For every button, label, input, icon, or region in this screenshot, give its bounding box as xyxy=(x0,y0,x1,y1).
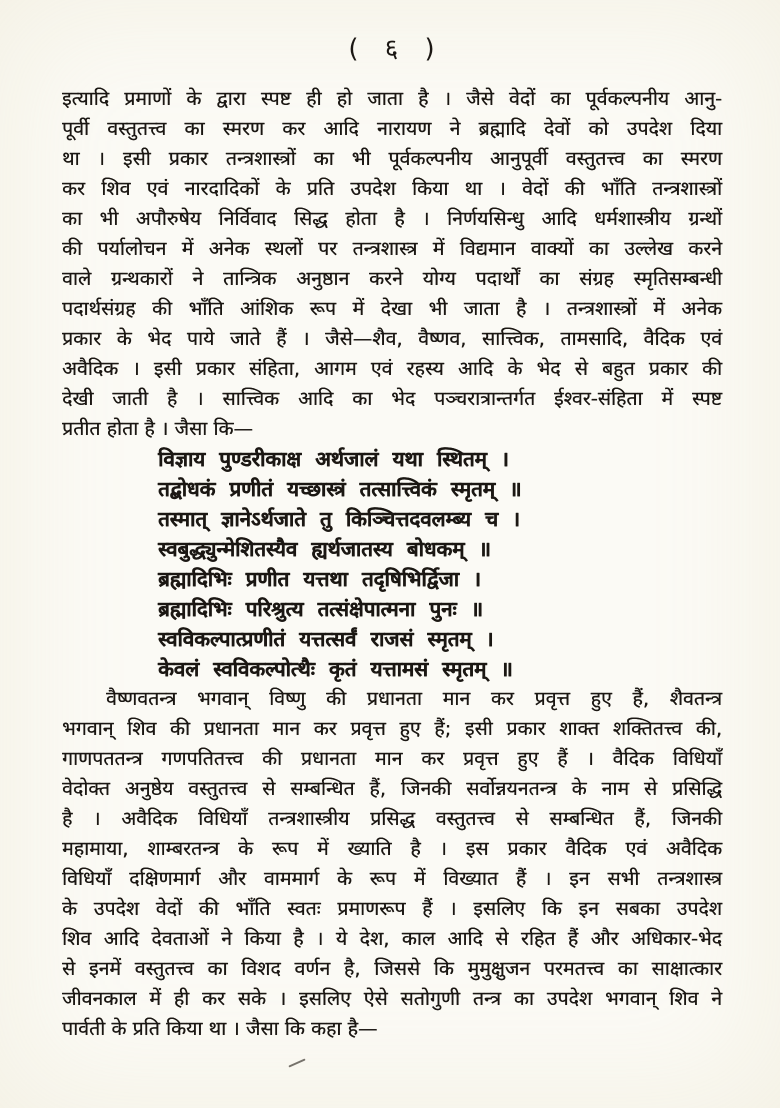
text-line: विधियाँ दक्षिणमार्ग और वाममार्ग के रूप में विख्यात हैं । इन सभी तन्त्रशास्त्र xyxy=(62,867,722,890)
text-line: था । इसी प्रकार तन्त्रशास्त्रों का भी पूर्वकल्पनीय आनुपूर्वी वस्तुतत्त्व का स्मरण xyxy=(62,147,722,170)
sanskrit-verse-block xyxy=(62,444,722,684)
text-line: प्रतीत होता है । जैसा कि— xyxy=(62,417,253,440)
text-line: जीवनकाल में ही कर सके । इसलिए ऐसे सतोगुणी तन्त्र का उपदेश भगवान् शिव ने xyxy=(62,987,722,1010)
verse-line: केवलं स्वविकल्पोत्थैः कृतं यत्तामसं स्मृतम् ॥ xyxy=(158,657,513,681)
text-line: प्रकार के भेद पाये जाते हैं । जैसे—शैव, वैष्णव, सात्त्विक, तामसादि, वैदिक एवं xyxy=(62,327,722,350)
verse-line: ब्रह्मादिभिः परिश्रुत्य तत्संक्षेपात्मना पुनः ॥ xyxy=(158,597,483,621)
text-line: गाणपततन्त्र गणपतितत्त्व की प्रधानता मान कर प्रवृत्त हुए हैं । वैदिक विधियाँ xyxy=(62,747,722,770)
verse-line: स्वविकल्पात्प्रणीतं यत्तत्सर्वं राजसं स्मृतम् । xyxy=(158,627,494,651)
text-line: है । अवैदिक विधियाँ तन्त्रशास्त्रीय प्रसिद्ध वस्तुतत्त्व से सम्बन्धित हैं, जिनकी xyxy=(62,807,722,830)
paragraph-2 xyxy=(62,684,722,1044)
text-line: पार्वती के प्रति किया था । जैसा कि कहा है— xyxy=(62,1017,378,1040)
text-line: पदार्थसंग्रह की भाँति आंशिक रूप में देखा भी जाता है । तन्त्रशास्त्रों में अनेक xyxy=(62,297,722,320)
verse-line: स्वबुद्ध्युन्मेशितस्यैव ह्यर्थजातस्य बोधकम् ॥ xyxy=(158,537,491,561)
text-line: पूर्वी वस्तुतत्त्व का स्मरण कर आदि नारायण ने ब्रह्मादि देवों को उपदेश दिया xyxy=(62,117,722,140)
text-line: भगवान् शिव की प्रधानता मान कर प्रवृत्त हुए हैं; इसी प्रकार शाक्त शक्तितत्त्व की, xyxy=(62,717,722,740)
text-line: कर शिव एवं नारदादिकों के प्रति उपदेश किया था । वेदों की भाँति तन्त्रशास्त्रों xyxy=(62,177,722,200)
verse-line: ब्रह्मादिभिः प्रणीत यत्तथा तदृषिभिर्द्विजा । xyxy=(158,567,481,591)
text-line: शिव आदि देवताओं ने किया है । ये देश, काल आदि से रहित हैं और अधिकार-भेद xyxy=(62,927,722,950)
text-line: की पर्यालोचन में अनेक स्थलों पर तन्त्रशास्त्र में विद्यमान वाक्यों का उल्लेख करने xyxy=(62,237,722,260)
text-line: देखी जाती है । सात्त्विक आदि का भेद पञ्चरात्रान्तर्गत ईश्वर-संहिता में स्पष्ट xyxy=(62,387,722,410)
text-line: का भी अपौरुषेय निर्विवाद सिद्ध होता है । निर्णयसिन्धु आदि धर्मशास्त्रीय ग्रन्थों xyxy=(62,207,722,230)
text-line: वेदोक्त अनुष्ठेय वस्तुतत्त्व से सम्बन्धित हैं, जिनकी सर्वोन्नयनतन्त्र के नाम से प्रसिद्धि xyxy=(62,777,722,800)
verse-line: तस्मात् ज्ञानेऽर्थजाते तु किञ्चित्तदवलम्ब्य च । xyxy=(158,507,520,531)
text-line: इत्यादि प्रमाणों के द्वारा स्पष्ट ही हो जाता है । जैसे वेदों का पूर्वकल्पनीय आनु- xyxy=(62,87,722,110)
verse-line: तद्बोधकं प्रणीतं यच्छास्त्रं तत्सात्त्विकं स्मृतम् ॥ xyxy=(158,477,522,501)
text-line: वैष्णवतन्त्र भगवान् विष्णु की प्रधानता मान कर प्रवृत्त हुए हैं, शैवतन्त्र xyxy=(106,687,722,710)
text-line: के उपदेश वेदों की भाँति स्वतः प्रमाणरूप हैं । इसलिए कि इन सबका उपदेश xyxy=(62,897,722,920)
text-line: से इनमें वस्तुतत्त्व का विशद वर्णन है, जिससे कि मुमुक्षुजन परमतत्त्व का साक्षात्कार xyxy=(62,957,722,980)
text-line: वाले ग्रन्थकारों ने तान्त्रिक अनुष्ठान करने योग्य पदार्थों का संग्रह स्मृतिसम्बन्धी xyxy=(62,267,722,290)
text-line: अवैदिक । इसी प्रकार संहिता, आगम एवं रहस्य आदि के भेद से बहुत प्रकार की xyxy=(62,357,722,380)
paragraph-1 xyxy=(62,84,722,444)
verse-line: विज्ञाय पुण्डरीकाक्ष अर्थजालं यथा स्थितम् । xyxy=(158,447,509,471)
text-line: महामाया, शाम्बरतन्त्र के रूप में ख्याति है । इस प्रकार वैदिक एवं अवैदिक xyxy=(62,837,722,860)
page-number: ( ६ ) xyxy=(348,34,436,64)
stray-pen-mark xyxy=(288,1058,305,1067)
